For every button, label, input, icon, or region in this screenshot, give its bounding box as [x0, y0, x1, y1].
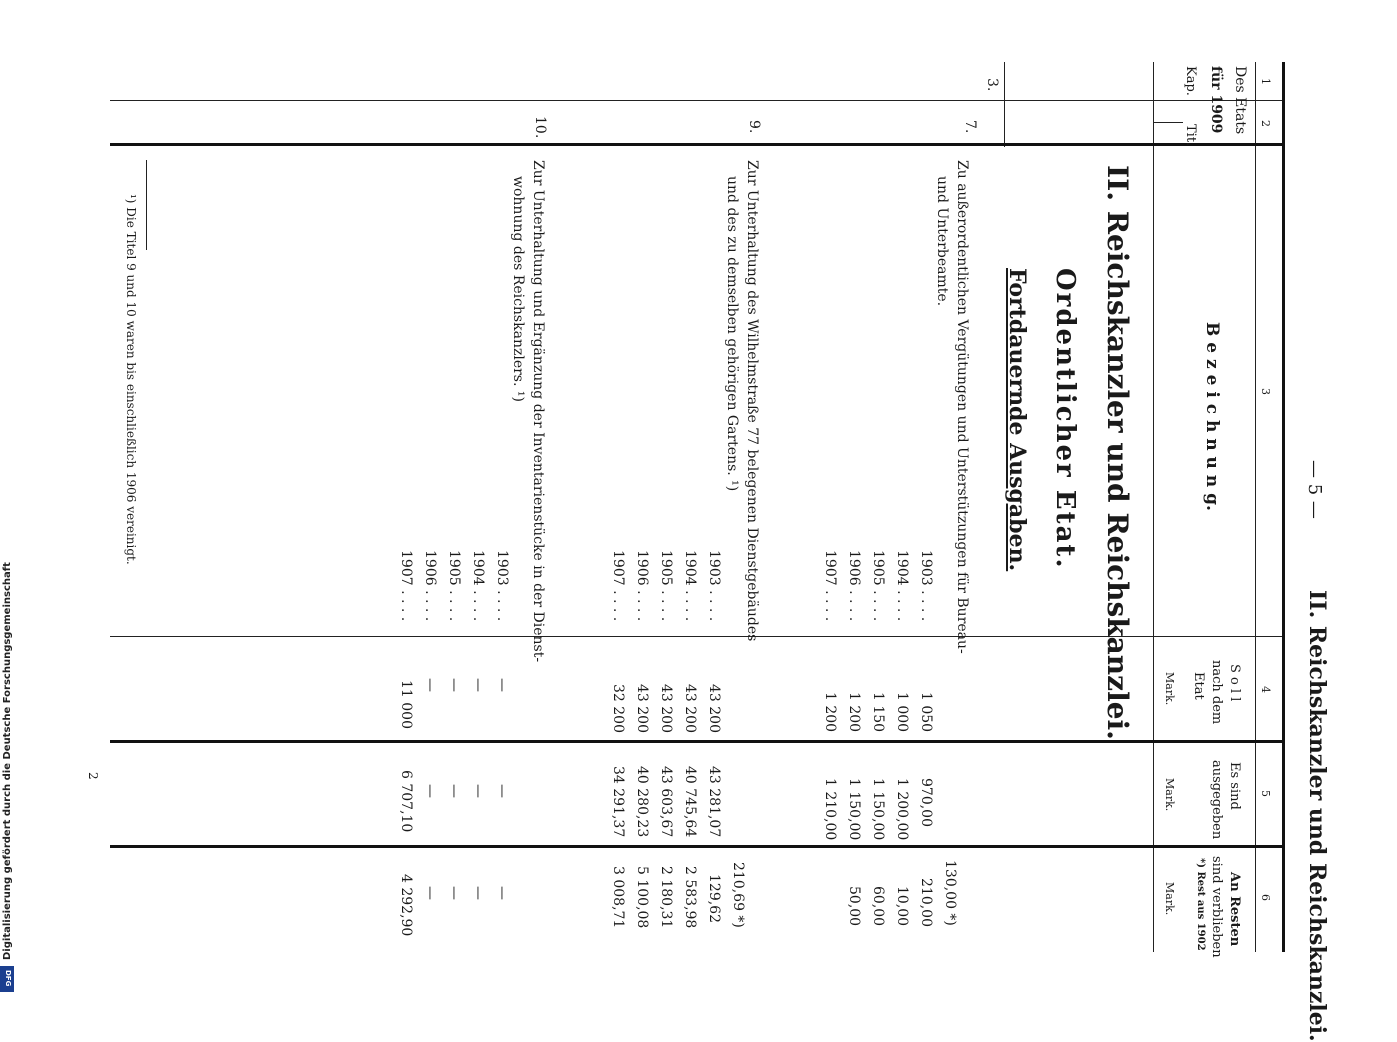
tit-10-soll-1905: —	[446, 678, 462, 692]
col-number-4: 4	[1259, 686, 1272, 693]
dfg-logo	[0, 966, 14, 992]
tit-10-soll-1907: 11 000	[398, 680, 414, 729]
tit-10-year-1904: 1904 . . . .	[470, 550, 486, 622]
tit-9-year-1905: 1905 . . . .	[658, 550, 674, 622]
tit-10-soll-1904: —	[470, 678, 486, 692]
running-title: II. Reichskanzler und Reichskanzlei.	[1304, 590, 1330, 1042]
header-reste-unit: Mark.	[1163, 882, 1176, 916]
tit-7-text-line2: und Unterbeamte.	[934, 176, 950, 307]
tit-9-reste-1904: 129,62	[706, 874, 722, 923]
tit-7-soll-1905: 1 150	[870, 692, 886, 733]
tit-7-soll-1904: 1 000	[894, 692, 910, 733]
tit-9-soll-1906: 43 200	[634, 684, 650, 733]
tit-9-text-line2: und des zu demselben gehörigen Gartens. ¹)	[724, 176, 740, 492]
header-kap: Kap.	[1183, 66, 1198, 96]
col-4-5-rule	[110, 740, 1282, 743]
header-ausgegeben-unit: Mark.	[1163, 778, 1176, 812]
tit-7-number: 7.	[962, 120, 978, 134]
tit-7-ausgegeben-1905: 1 150,00	[870, 778, 886, 841]
tit-7-soll-1906: 1 200	[846, 692, 862, 733]
kap-tit-divider	[1153, 122, 1183, 123]
tit-7-year-1905: 1905 . . . .	[870, 550, 886, 622]
col-number-1: 1	[1259, 78, 1272, 85]
sub-sub-heading: Fortdauernde Ausgaben.	[1004, 268, 1030, 572]
tit-10-ausgegeben-1907: 6 707,10	[398, 770, 414, 833]
tit-7-year-1906: 1906 . . . .	[846, 550, 862, 622]
page-marker: — 5 —	[1304, 460, 1325, 519]
tit-7-ausgegeben-1904: 1 200,00	[894, 778, 910, 841]
tit-7-year-1904: 1904 . . . .	[894, 550, 910, 622]
tit-7-reste-1905: 10,00	[894, 886, 910, 927]
header-bezeichnung: B e z e i c h n u n g.	[1202, 322, 1222, 511]
header-ausgegeben-line2: ausgegeben	[1209, 760, 1224, 840]
tit-9-text-line1: Zur Unterhaltung des Wilhelmstraße 77 belegenen Dienstgebäudes	[744, 160, 760, 642]
footnote: ¹) Die Titel 9 und 10 waren bis einschließlich 1906 vereinigt.	[124, 194, 138, 565]
tit-10-year-1907: 1907 . . . .	[398, 550, 414, 622]
tit-7-reste-1903: 130,00 *)	[942, 860, 958, 926]
tit-7-reste-1906: 60,00	[870, 886, 886, 927]
side-credit: Digitalisierung gefördert durch die Deutsche Forschungsgemeinschaft	[2, 562, 13, 960]
main-heading: II. Reichskanzler und Reichskanzlei.	[1101, 165, 1134, 740]
tit-9-soll-1903: 43 200	[706, 684, 722, 733]
tit-7-reste-1907: 50,00	[846, 886, 862, 927]
tit-7-text-line1: Zu außerordentlichen Vergütungen und Unterstützungen für Bureau-	[954, 160, 970, 654]
tit-10-reste-1903: —	[494, 886, 510, 900]
tit-9-ausgegeben-1904: 40 745,64	[682, 766, 698, 838]
tit-9-year-1906: 1906 . . . .	[634, 550, 650, 622]
header-soll-line3: Etat	[1191, 672, 1206, 700]
header-etat-line1: Des Etats	[1232, 66, 1248, 135]
col-1-2-rule-lower	[110, 100, 1004, 101]
kap-tit-bottom-rule	[1004, 62, 1005, 147]
col-2-3-rule	[110, 143, 1282, 146]
tit-10-reste-1907: 4 292,90	[398, 874, 414, 937]
col-number-6: 6	[1259, 894, 1272, 901]
tit-10-reste-1906: —	[422, 886, 438, 900]
tit-10-ausgegeben-1905: —	[446, 784, 462, 798]
tit-9-reste-1905: 2 583,98	[682, 866, 698, 929]
tit-9-soll-1904: 43 200	[682, 684, 698, 733]
tit-9-ausgegeben-1907: 34 291,37	[610, 766, 626, 838]
header-etat-line2: für 1909	[1208, 66, 1224, 134]
tit-10-ausgegeben-1904: —	[470, 784, 486, 798]
tit-9-soll-1905: 43 200	[658, 684, 674, 733]
header-bottom-rule	[1153, 62, 1154, 952]
tit-9-reste-1903: 210,69 *)	[730, 862, 746, 928]
tit-9-reste-1906: 2 180,31	[658, 866, 674, 929]
tit-9-ausgegeben-1905: 43 603,67	[658, 766, 674, 838]
col-number-2: 2	[1259, 120, 1272, 127]
tit-10-soll-1903: —	[494, 678, 510, 692]
tit-7-year-1907: 1907 . . . .	[822, 550, 838, 622]
tit-9-ausgegeben-1906: 40 280,23	[634, 766, 650, 838]
col-number-rule	[1255, 62, 1256, 952]
tit-7-year-1903: 1903 . . . .	[918, 550, 934, 622]
tit-9-ausgegeben-1903: 43 281,07	[706, 766, 722, 838]
kap-number: 3.	[984, 78, 1000, 92]
header-reste-line3: *) Rest aus 1902	[1195, 858, 1206, 951]
header-ausgegeben-line1: Es sind	[1227, 762, 1242, 810]
tit-10-year-1905: 1905 . . . .	[446, 550, 462, 622]
tit-10-year-1903: 1903 . . . .	[494, 550, 510, 622]
header-soll-unit: Mark.	[1163, 672, 1176, 706]
tit-9-year-1904: 1904 . . . .	[682, 550, 698, 622]
tit-7-ausgegeben-1903: 970,00	[918, 778, 934, 827]
tit-9-number: 9.	[746, 120, 762, 134]
tit-9-year-1907: 1907 . . . .	[610, 550, 626, 622]
tit-10-text-line2: wohnung des Reichskanzlers. ¹)	[510, 176, 526, 402]
tit-10-text-line1: Zur Unterhaltung und Ergänzung der Inventarienstücke in der Dienst-	[530, 160, 546, 663]
tit-7-ausgegeben-1907: 1 210,00	[822, 778, 838, 841]
col-number-5: 5	[1259, 790, 1272, 797]
tit-9-soll-1907: 32 200	[610, 684, 626, 733]
tit-7-soll-1903: 1 050	[918, 692, 934, 733]
tit-10-reste-1904: —	[470, 886, 486, 900]
header-soll-line2: nach dem	[1209, 660, 1224, 725]
tit-10-ausgegeben-1903: —	[494, 784, 510, 798]
tit-7-reste-1904: 210,00	[918, 878, 934, 927]
header-reste-line2: sind verblieben	[1209, 856, 1224, 958]
tit-9-year-1903: 1903 . . . .	[706, 550, 722, 622]
tit-10-year-1906: 1906 . . . .	[422, 550, 438, 622]
tit-9-reste-extra: 3 008,71	[610, 866, 626, 929]
header-tit: Tit.	[1183, 124, 1198, 147]
col-5-6-rule	[110, 845, 1282, 848]
table-top-rule	[1282, 62, 1285, 952]
footnote-rule	[146, 160, 147, 250]
header-reste-line1: An Resten	[1227, 872, 1242, 947]
tit-10-number: 10.	[532, 116, 548, 139]
dfg-logo-text: DFG	[4, 970, 12, 987]
tit-9-reste-1907: 5 100,08	[634, 866, 650, 929]
tit-7-ausgegeben-1906: 1 150,00	[846, 778, 862, 841]
sub-heading: Ordentlicher Etat.	[1050, 268, 1080, 570]
tit-7-soll-1907: 1 200	[822, 692, 838, 733]
tit-10-reste-1905: —	[446, 886, 462, 900]
col-number-3: 3	[1259, 388, 1272, 395]
tit-10-ausgegeben-1906: —	[422, 784, 438, 798]
tit-10-soll-1906: —	[422, 678, 438, 692]
page-number: 2	[86, 772, 100, 780]
header-soll-line1: S o l l	[1227, 664, 1242, 702]
